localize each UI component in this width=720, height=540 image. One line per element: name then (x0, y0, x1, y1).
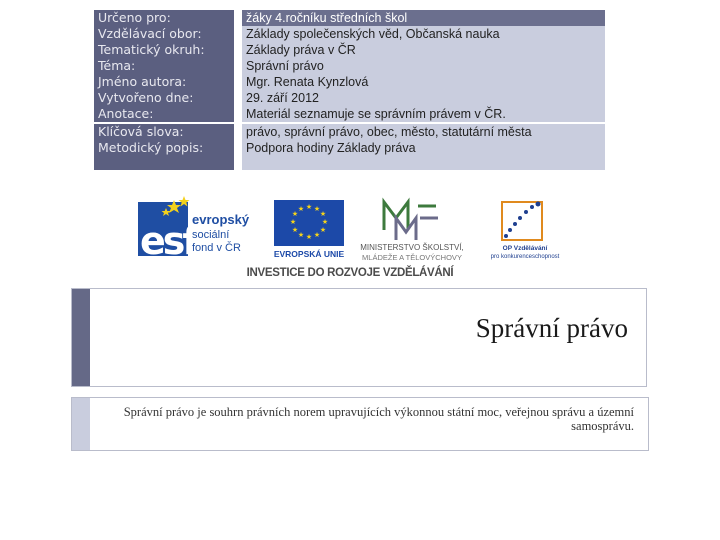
metadata-row (94, 123, 605, 140)
metadata-row (94, 58, 605, 74)
content-box (71, 397, 649, 451)
esf-logo (138, 196, 264, 262)
msmt-logo-graphic (348, 196, 476, 264)
metadata-value: 29. září 2012 (238, 90, 605, 106)
svg-text:★: ★ (305, 233, 313, 241)
metadata-row (94, 42, 605, 58)
svg-text:★: ★ (297, 231, 305, 239)
metadata-value: žáky 4.ročníku středních škol (238, 10, 605, 26)
metadata-label: Určeno pro: (94, 10, 238, 26)
svg-text:★: ★ (289, 218, 297, 226)
metadata-label: Anotace: (94, 106, 238, 123)
op-vzdelavani-logo (482, 196, 568, 262)
metadata-row (94, 74, 605, 90)
metadata-label-empty (94, 156, 238, 170)
metadata-row (94, 140, 605, 156)
svg-text:OP Vzdělávání: OP Vzdělávání (502, 245, 548, 252)
eu-flag-logo (270, 198, 348, 260)
metadata-label: Metodický popis: (94, 140, 238, 156)
svg-text:evropský: evropský (192, 212, 250, 227)
eu-flag-icon (270, 198, 348, 260)
investice-banner: INVESTICE DO ROZVOJE VZDĚLÁVÁNÍ (246, 267, 454, 279)
svg-text:fond v ČR: fond v ČR (192, 242, 241, 254)
metadata-row (94, 90, 605, 106)
svg-text:MLÁDEŽE A TĚLOVÝCHOVY: MLÁDEŽE A TĚLOVÝCHOVY (362, 253, 462, 262)
metadata-label: Téma: (94, 58, 238, 74)
metadata-value: Podpora hodiny Základy práva (238, 140, 605, 156)
op-logo-graphic (482, 196, 568, 262)
svg-text:EVROPSKÁ UNIE: EVROPSKÁ UNIE (273, 249, 345, 259)
metadata-value: Základy společenských věd, Občanská nauka (238, 26, 605, 42)
metadata-value-empty (238, 156, 605, 170)
metadata-label: Vytvořeno dne: (94, 90, 238, 106)
svg-text:★: ★ (313, 231, 321, 239)
metadata-value: Materiál seznamuje se správním právem v ČR. (238, 106, 605, 123)
metadata-value: Mgr. Renata Kynzlová (238, 74, 605, 90)
content-accent-bar (72, 398, 90, 450)
metadata-row (94, 10, 605, 26)
svg-text:sociální: sociální (192, 229, 230, 241)
metadata-row (94, 106, 605, 123)
metadata-label: Tematický okruh: (94, 42, 238, 58)
metadata-value: Základy práva v ČR (238, 42, 605, 58)
svg-text:★: ★ (321, 218, 329, 226)
title-accent-bar (72, 289, 90, 386)
esf-logo-graphic (138, 196, 264, 262)
svg-text:★: ★ (313, 205, 321, 213)
metadata-label: Vzdělávací obor: (94, 26, 238, 42)
svg-text:pro konkurenceschopnost: pro konkurenceschopnost (490, 254, 560, 260)
svg-text:★: ★ (291, 210, 299, 218)
svg-text:★: ★ (305, 203, 313, 211)
metadata-table (94, 10, 605, 170)
slide-title: Správní právo (475, 313, 628, 343)
svg-text:★: ★ (297, 205, 305, 213)
metadata-row (94, 26, 605, 42)
metadata-value: Správní právo (238, 58, 605, 74)
title-box (71, 288, 647, 387)
metadata-padding-row (94, 156, 605, 170)
svg-text:esf: esf (140, 219, 196, 262)
metadata-label: Klíčová slova: (94, 123, 238, 140)
metadata-label: Jméno autora: (94, 74, 238, 90)
svg-text:★: ★ (319, 226, 327, 234)
slide-body-text: Správní právo je souhrn právních norem upravujících výkonnou státní moc, veřejnou správu a územní samosprávu. (123, 405, 634, 433)
msmt-logo (348, 196, 476, 264)
svg-text:★: ★ (291, 226, 299, 234)
metadata-value: právo, správní právo, obec, město, statutární města (238, 123, 605, 140)
svg-text:MINISTERSTVO ŠKOLSTVÍ,: MINISTERSTVO ŠKOLSTVÍ, (360, 243, 464, 252)
svg-text:★: ★ (319, 210, 327, 218)
